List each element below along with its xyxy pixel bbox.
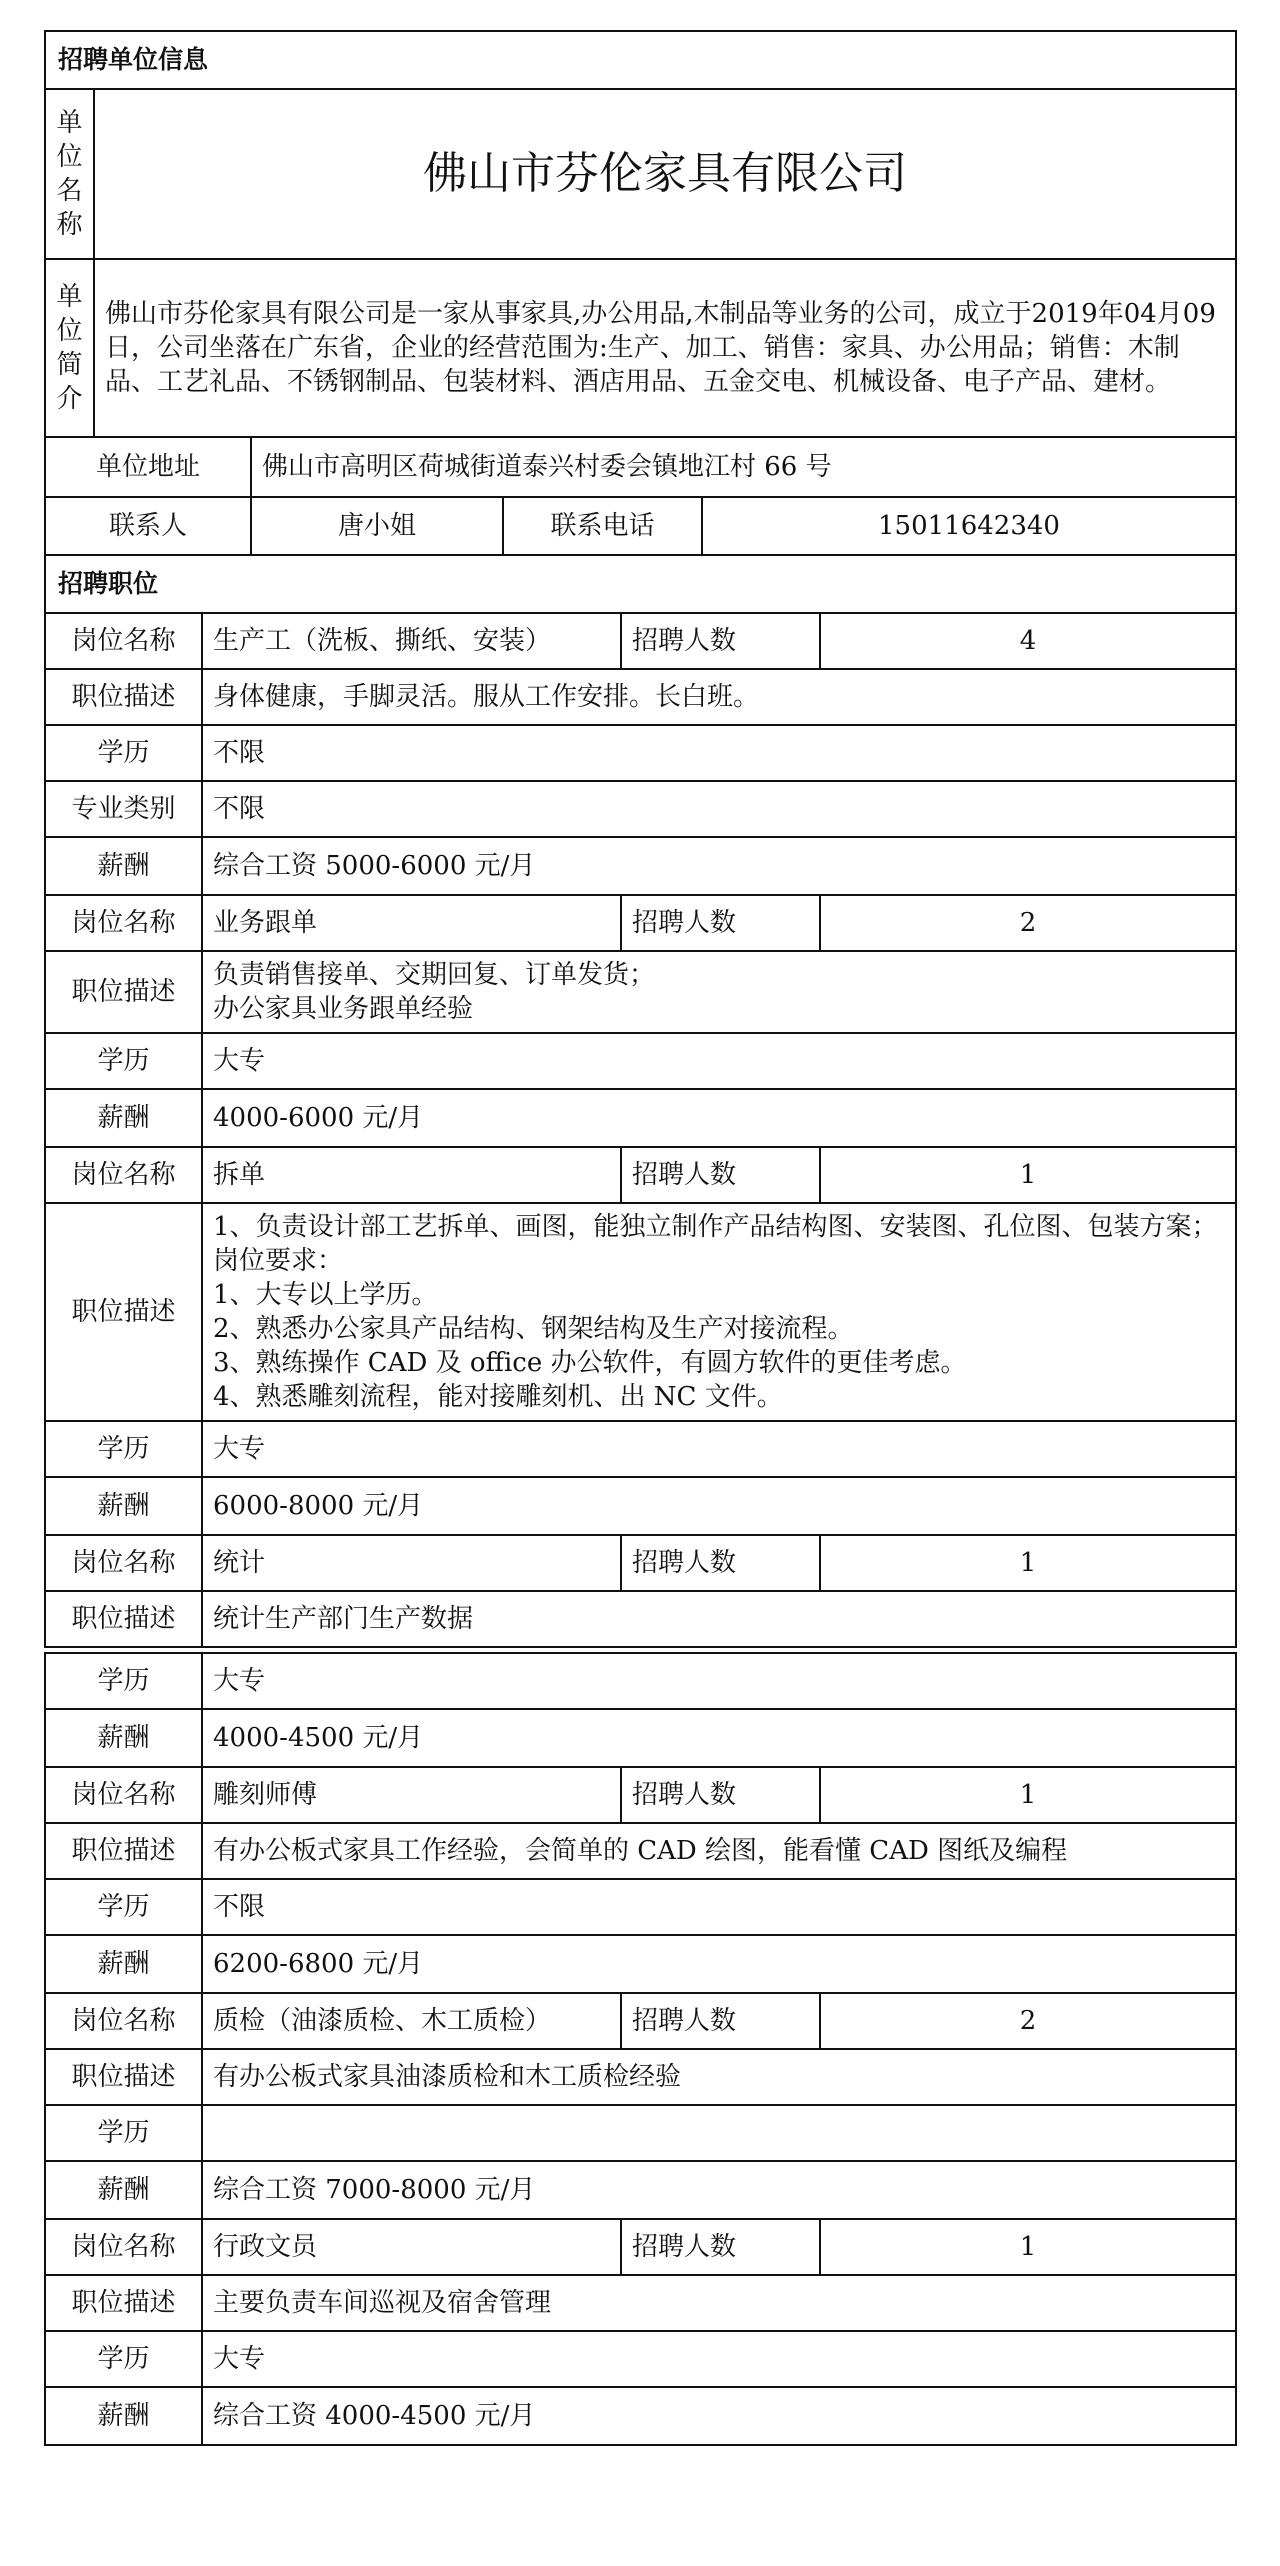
job-title-row [45,1535,1236,1591]
job-description-row [45,669,1236,725]
job-salary-row [45,2161,1236,2219]
salary-value: 6000-8000 元/月 [202,1477,1236,1535]
headcount-value: 4 [820,613,1236,669]
education-label: 学历 [45,1033,202,1089]
recruitment-table-part-1 [44,30,1237,614]
education-label: 学历 [45,1879,202,1935]
position-value: 行政文员 [202,2219,621,2275]
company-intro-label: 单 位 简 介 [45,259,94,437]
phone-value: 15011642340 [702,497,1236,555]
job-description-row [45,1591,1236,1647]
job-title-row [45,1147,1236,1203]
education-label: 学历 [45,1421,202,1477]
job-salary-row [45,1477,1236,1535]
job-description-row [45,1203,1236,1421]
jobs-section-header-row [45,555,1236,613]
job-education-row [45,2331,1236,2387]
company-contact-row [45,497,1236,555]
description-value: 1、负责设计部工艺拆单、画图，能独立制作产品结构图、安装图、孔位图、包装方案； 岗位要求： 1、大专以上学历。 2、熟悉办公家具产品结构、钢架结构及生产对接流程。 3、熟练操作 CAD 及 office 办公软件，有圆方软件的更佳考虑。 4、熟悉雕刻流程，能对接雕刻机、出 NC 文件。 [202,1203,1236,1421]
education-value [202,2105,1236,2161]
education-value: 大专 [202,1033,1236,1089]
job-description-row [45,1823,1236,1879]
jobs-table [44,612,1237,1648]
job-salary-row [45,1089,1236,1147]
job-title-row [45,613,1236,669]
company-section-title: 招聘单位信息 [45,31,1236,89]
position-label: 岗位名称 [45,2219,202,2275]
contact-value: 唐小姐 [251,497,503,555]
position-label: 岗位名称 [45,1535,202,1591]
headcount-label: 招聘人数 [621,1767,820,1823]
salary-value: 6200-6800 元/月 [202,1935,1236,1993]
position-value: 统计 [202,1535,621,1591]
description-value: 统计生产部门生产数据 [202,1591,1236,1647]
salary-label: 薪酬 [45,837,202,895]
headcount-value: 1 [820,2219,1236,2275]
education-value: 大专 [202,2331,1236,2387]
description-label: 职位描述 [45,2275,202,2331]
position-value: 雕刻师傅 [202,1767,621,1823]
education-value: 不限 [202,1879,1236,1935]
headcount-value: 2 [820,895,1236,951]
headcount-value: 1 [820,1767,1236,1823]
education-value: 不限 [202,725,1236,781]
position-label: 岗位名称 [45,895,202,951]
description-label: 职位描述 [45,1823,202,1879]
position-value: 生产工（洗板、撕纸、安装） [202,613,621,669]
position-value: 业务跟单 [202,895,621,951]
headcount-label: 招聘人数 [621,1535,820,1591]
address-label: 单位地址 [45,437,251,497]
job-description-row [45,2049,1236,2105]
description-value: 有办公板式家具油漆质检和木工质检经验 [202,2049,1236,2105]
salary-label: 薪酬 [45,1477,202,1535]
company-name-label: 单 位 名 称 [45,89,94,259]
jobs-table-continued [44,1652,1237,2446]
job-description-row [45,951,1236,1033]
job-salary-row [45,1709,1236,1767]
salary-label: 薪酬 [45,1089,202,1147]
job-title-row [45,1993,1236,2049]
description-label: 职位描述 [45,951,202,1033]
position-label: 岗位名称 [45,1993,202,2049]
salary-label: 薪酬 [45,1935,202,1993]
headcount-label: 招聘人数 [621,2219,820,2275]
description-value: 身体健康，手脚灵活。服从工作安排。长白班。 [202,669,1236,725]
description-label: 职位描述 [45,2049,202,2105]
job-education-row [45,2105,1236,2161]
description-label: 职位描述 [45,1591,202,1647]
phone-label: 联系电话 [503,497,702,555]
job-education-row [45,1033,1236,1089]
job-education-row [45,1421,1236,1477]
education-value: 大专 [202,1421,1236,1477]
headcount-label: 招聘人数 [621,613,820,669]
major-value: 不限 [202,781,1236,837]
job-education-row [45,1653,1236,1709]
salary-label: 薪酬 [45,2161,202,2219]
job-education-row [45,1879,1236,1935]
education-value: 大专 [202,1653,1236,1709]
headcount-value: 1 [820,1147,1236,1203]
headcount-label: 招聘人数 [621,1147,820,1203]
job-title-row [45,1767,1236,1823]
education-label: 学历 [45,2331,202,2387]
education-label: 学历 [45,725,202,781]
description-value: 有办公板式家具工作经验，会简单的 CAD 绘图，能看懂 CAD 图纸及编程 [202,1823,1236,1879]
headcount-value: 2 [820,1993,1236,2049]
headcount-label: 招聘人数 [621,895,820,951]
major-label: 专业类别 [45,781,202,837]
position-value: 质检（油漆质检、木工质检） [202,1993,621,2049]
position-label: 岗位名称 [45,613,202,669]
address-value: 佛山市高明区荷城街道泰兴村委会镇地江村 66 号 [251,437,1236,497]
description-value: 主要负责车间巡视及宿舍管理 [202,2275,1236,2331]
company-section-header-row [45,31,1236,89]
description-label: 职位描述 [45,669,202,725]
job-salary-row [45,2387,1236,2445]
description-value: 负责销售接单、交期回复、订单发货； 办公家具业务跟单经验 [202,951,1236,1033]
company-intro-text: 佛山市芬伦家具有限公司是一家从事家具,办公用品,木制品等业务的公司，成立于2019年04月09日，公司坐落在广东省，企业的经营范围为:生产、加工、销售：家具、办公用品；销售：木制品、工艺礼品、不锈钢制品、包装材料、酒店用品、五金交电、机械设备、电子产品、建材。 [94,259,1236,437]
position-label: 岗位名称 [45,1147,202,1203]
position-label: 岗位名称 [45,1767,202,1823]
education-label: 学历 [45,2105,202,2161]
salary-label: 薪酬 [45,2387,202,2445]
job-title-row [45,2219,1236,2275]
contact-label: 联系人 [45,497,251,555]
job-education-row [45,725,1236,781]
headcount-value: 1 [820,1535,1236,1591]
company-intro-row [45,259,1236,437]
salary-value: 综合工资 4000-4500 元/月 [202,2387,1236,2445]
job-salary-row [45,837,1236,895]
company-address-row [45,437,1236,497]
job-major-row [45,781,1236,837]
salary-value: 4000-6000 元/月 [202,1089,1236,1147]
job-description-row [45,2275,1236,2331]
salary-label: 薪酬 [45,1709,202,1767]
position-value: 拆单 [202,1147,621,1203]
jobs-table-body [45,613,1236,1647]
headcount-label: 招聘人数 [621,1993,820,2049]
job-salary-row [45,1935,1236,1993]
job-title-row [45,895,1236,951]
company-name: 佛山市芬伦家具有限公司 [94,89,1236,259]
salary-value: 综合工资 7000-8000 元/月 [202,2161,1236,2219]
education-label: 学历 [45,1653,202,1709]
jobs-section-title: 招聘职位 [45,555,1236,613]
salary-value: 综合工资 5000-6000 元/月 [202,837,1236,895]
salary-value: 4000-4500 元/月 [202,1709,1236,1767]
jobs-table-continued-body [45,1653,1236,2445]
description-label: 职位描述 [45,1203,202,1421]
company-name-row [45,89,1236,259]
